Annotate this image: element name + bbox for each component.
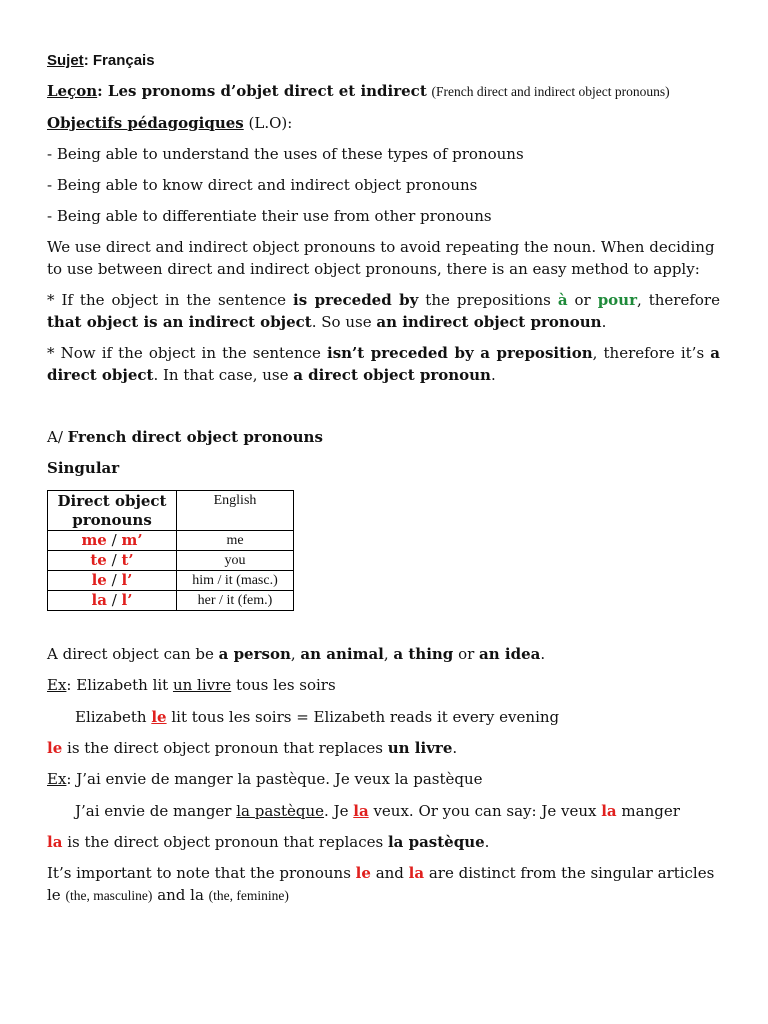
lesson-title: Les pronoms d’objet direct et indirect [107, 82, 427, 100]
subject-label: Sujet [47, 52, 84, 69]
example-1-explanation: le is the direct object pronoun that replaces un livre. [47, 739, 458, 757]
objectives-heading [47, 114, 292, 132]
table-row: le / l’ him / it (masc.) [48, 571, 294, 591]
rule1-line-2: that object is an indirect object. So use an indirect object pronoun. [47, 313, 607, 331]
table-row: la / l’ her / it (fem.) [48, 591, 294, 611]
table-row: te / t’ you [48, 551, 294, 571]
example-2-pronoun: J’ai envie de manger la pastèque. Je la veux. Or you can say: Je veux la manger [75, 802, 680, 820]
note-line-1: It’s important to note that the pronouns le and la are distinct from the singular articles [47, 864, 715, 882]
section-a-heading: A/ French direct object pronouns [47, 428, 323, 446]
intro-line-1: We use direct and indirect object pronouns to avoid repeating the noun. When deciding [47, 238, 715, 256]
preposition-pour: pour [597, 291, 637, 309]
objectives-label: Objectifs pédagogiques [47, 114, 244, 132]
example-2: Ex: J’ai envie de manger la pastèque. Je veux la pastèque [47, 770, 483, 788]
example-1-pronoun: Elizabeth le lit tous les soirs = Elizabeth reads it every evening [75, 708, 560, 726]
rule2-line-2: direct object. In that case, use a direct object pronoun. [47, 366, 496, 384]
singular-heading: Singular [47, 459, 120, 477]
rule2-line-1: * Now if the object in the sentence isn’t preceded by a preposition, therefore it’s a [47, 344, 720, 362]
preposition-a: à [557, 291, 568, 309]
table-header-pronouns: Direct object pronouns [48, 491, 177, 531]
objective-item: - Being able to understand the uses of these types of pronouns [47, 145, 524, 163]
objective-item: - Being able to differentiate their use from other pronouns [47, 207, 492, 225]
lesson-line: Leçon: Les pronoms d’objet direct et indirect (French direct and indirect object pronouns) [47, 82, 670, 100]
table-row: me / m’ me [48, 531, 294, 551]
intro-line-2: to use between direct and indirect object pronouns, there is an easy method to apply: [47, 260, 700, 278]
note-line-2: le (the, masculine) and la (the, feminine) [47, 886, 289, 904]
pronoun-table [47, 490, 294, 611]
lesson-translation: (French direct and indirect object pronouns) [431, 84, 670, 99]
table-header-english: English [177, 491, 294, 531]
subject-line: Sujet: Français [47, 52, 155, 69]
objectives-suffix: (L.O): [248, 114, 293, 132]
subject-value: Français [92, 52, 155, 69]
lesson-label: Leçon [47, 82, 98, 100]
example-2-explanation: la is the direct object pronoun that replaces la pastèque. [47, 833, 490, 851]
direct-object-description: A direct object can be a person, an animal, a thing or an idea. [47, 645, 546, 663]
example-1: Ex: Elizabeth lit un livre tous les soirs [47, 676, 336, 694]
objective-item: - Being able to know direct and indirect object pronouns [47, 176, 478, 194]
rule1-line-1: * If the object in the sentence is preceded by the prepositions à or pour, therefore [47, 291, 720, 309]
